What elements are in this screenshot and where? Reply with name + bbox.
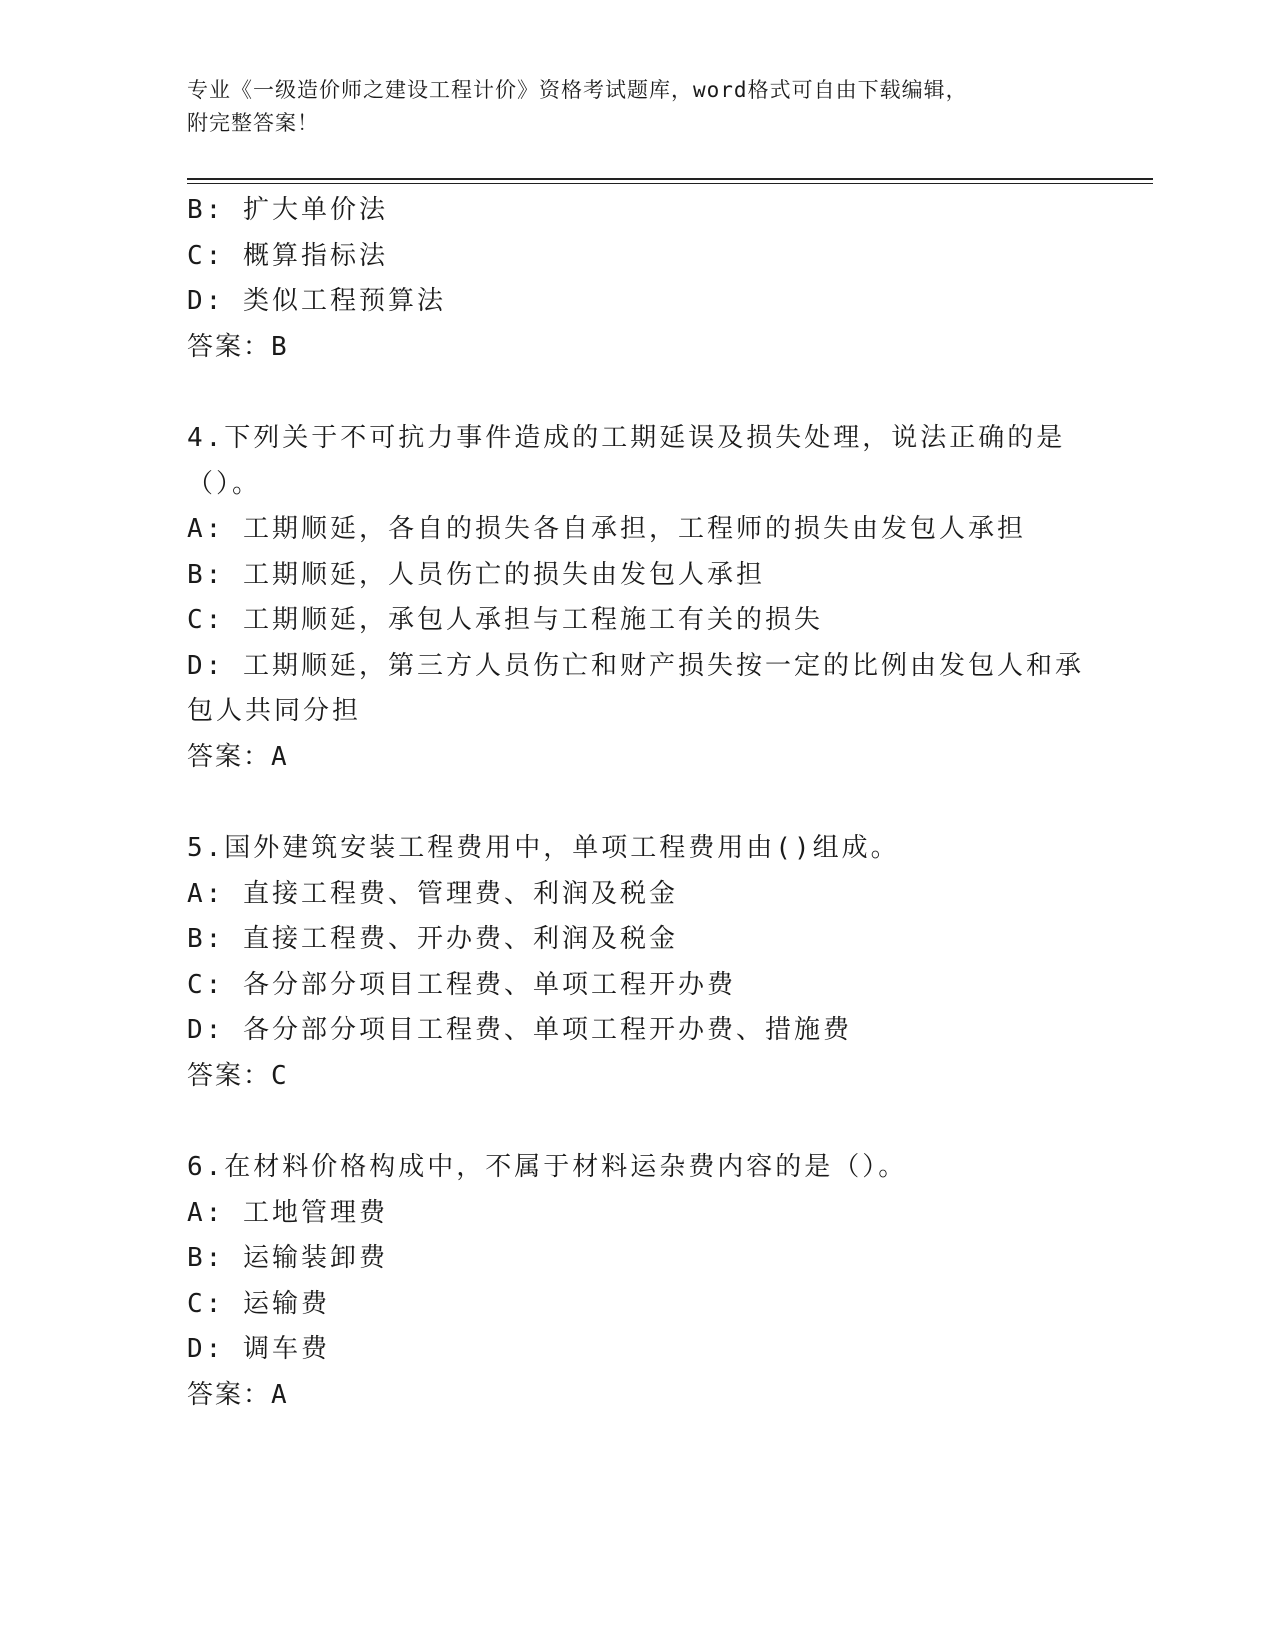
option-d: D: 调车费 — [187, 1334, 330, 1364]
answer: 答案：A — [187, 1379, 289, 1410]
option-d: D: 类似工程预算法 — [187, 286, 446, 316]
question-3-tail — [187, 188, 1087, 370]
question-text: 6.在材料价格构成中，不属于材料运杂费内容的是（）。 — [187, 1152, 908, 1182]
question-text: 4.下列关于不可抗力事件造成的工期延误及损失处理，说法正确的是 — [187, 423, 1066, 453]
header-line-1: 专业《一级造价师之建设工程计价》资格考试题库，word格式可自由下载编辑， — [187, 78, 968, 102]
option-c: C: 概算指标法 — [187, 240, 388, 271]
question-text: 5.国外建筑安装工程费用中，单项工程费用由()组成。 — [187, 833, 900, 863]
answer: 答案：A — [187, 741, 289, 772]
spacer — [187, 780, 1087, 826]
option-c: C: 各分部分项目工程费、单项工程开办费 — [187, 969, 736, 1000]
option-a: A: 直接工程费、管理费、利润及税金 — [187, 878, 678, 909]
option-a: A: 工地管理费 — [187, 1197, 388, 1228]
header-divider-thick — [187, 178, 1153, 180]
option-b: B: 工期顺延，人员伤亡的损失由发包人承担 — [187, 559, 765, 590]
spacer — [187, 370, 1087, 416]
option-c: C: 运输费 — [187, 1288, 330, 1319]
option-a: A: 工期顺延，各自的损失各自承担，工程师的损失由发包人承担 — [187, 514, 1026, 544]
option-d: D: 各分部分项目工程费、单项工程开办费、措施费 — [187, 1015, 852, 1045]
option-b: B: 直接工程费、开办费、利润及税金 — [187, 924, 678, 954]
spacer — [187, 1099, 1087, 1145]
header-line-2: 附完整答案！ — [187, 111, 319, 135]
question-4 — [187, 416, 1087, 780]
option-d-cont: 包人共同分担 — [187, 696, 362, 726]
option-c: C: 工期顺延，承包人承担与工程施工有关的损失 — [187, 605, 823, 635]
question-text-cont: （）。 — [187, 468, 262, 499]
answer: 答案：C — [187, 1060, 289, 1091]
option-b: B: 运输装卸费 — [187, 1243, 388, 1273]
header-divider-thin — [187, 183, 1153, 184]
question-6 — [187, 1145, 1087, 1418]
answer: 答案：B — [187, 331, 289, 362]
question-5 — [187, 826, 1087, 1099]
question-list — [187, 188, 1087, 1418]
option-d: D: 工期顺延，第三方人员伤亡和财产损失按一定的比例由发包人和承 — [187, 650, 1084, 681]
document-header — [187, 74, 1087, 140]
option-b: B: 扩大单价法 — [187, 195, 388, 225]
